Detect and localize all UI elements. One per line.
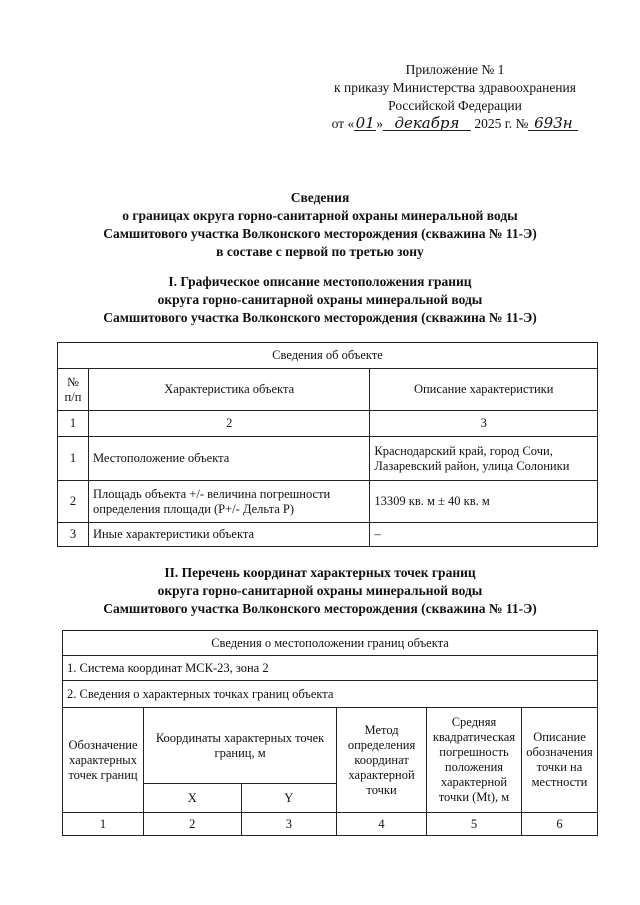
col-number: 3 [370, 411, 598, 437]
table-caption: Сведения об объекте [58, 343, 598, 369]
col-header: Характеристика объекта [88, 369, 369, 411]
points-info-row: 2. Сведения о характерных точках границ объекта [63, 681, 598, 708]
col-header: Метод определения координат характерной точки [337, 708, 427, 813]
cell: 2 [58, 481, 89, 523]
title-line: Сведения [290, 190, 350, 205]
col-number: 1 [63, 813, 144, 836]
col-number: 3 [241, 813, 337, 836]
col-number: 6 [521, 813, 597, 836]
col-number: 2 [88, 411, 369, 437]
col-header: Описание характеристики [370, 369, 598, 411]
heading-line: Самшитового участка Волконского месторождения (скважина № 11-Э) [103, 601, 537, 616]
heading-line: I. Графическое описание местоположения границ [168, 274, 472, 289]
title-line: Самшитового участка Волконского месторождения (скважина № 11-Э) [103, 226, 537, 241]
cell: Краснодарский край, город Сочи, Лазаревский район, улица Солоники [370, 437, 598, 481]
table-caption: Сведения о местоположении границ объекта [63, 631, 598, 656]
boundary-coordinates-table [62, 630, 598, 836]
col-number: 5 [427, 813, 522, 836]
heading-line: округа горно-санитарной охраны минеральной воды [157, 292, 483, 307]
object-info-table [57, 342, 598, 547]
cell: Иные характеристики объекта [88, 523, 369, 547]
col-header: Средняя квадратическая погрешность положения характерной точки (Mt), м [427, 708, 522, 813]
table-row [58, 437, 598, 481]
heading-line: Самшитового участка Волконского месторождения (скважина № 11-Э) [103, 310, 537, 325]
heading-line: округа горно-санитарной охраны минеральной воды [157, 583, 483, 598]
col-header-y: Y [241, 784, 337, 813]
cell: 3 [58, 523, 89, 547]
handwritten-number: 693н [528, 116, 578, 131]
section1-heading [0, 273, 640, 327]
col-header: Обозначение характерных точек границ [63, 708, 144, 813]
table-row [58, 523, 598, 547]
cell: 1 [58, 437, 89, 481]
handwritten-month: декабря [383, 116, 471, 131]
col-number: 2 [143, 813, 241, 836]
heading-line: II. Перечень координат характерных точек границ [164, 565, 476, 580]
federation: Российской Федерации [388, 98, 522, 113]
appendix-header [300, 61, 610, 133]
col-header: Описание обозначения точки на местности [521, 708, 597, 813]
document-title [0, 189, 640, 261]
section2-heading [0, 564, 640, 618]
title-line: о границах округа горно-санитарной охраны минеральной воды [122, 208, 518, 223]
order-date-line: от «01» декабря 2025 г. № 693н [300, 115, 610, 133]
col-header-x: X [143, 784, 241, 813]
handwritten-day: 01 [355, 114, 375, 132]
order-ref: к приказу Министерства здравоохранения [334, 80, 576, 95]
col-header: Координаты характерных точек границ, м [143, 708, 336, 784]
col-number: 1 [58, 411, 89, 437]
coordinate-system-row: 1. Система координат МСК-23, зона 2 [63, 656, 598, 681]
cell: Местоположение объекта [88, 437, 369, 481]
title-line: в составе с первой по третью зону [216, 244, 424, 259]
table-row [58, 481, 598, 523]
cell: Площадь объекта +/- величина погрешности определения площади (P+/- Дельта P) [88, 481, 369, 523]
col-number: 4 [337, 813, 427, 836]
cell: – [370, 523, 598, 547]
cell: 13309 кв. м ± 40 кв. м [370, 481, 598, 523]
col-header: № п/п [58, 369, 89, 411]
appendix-label: Приложение № 1 [405, 62, 505, 77]
